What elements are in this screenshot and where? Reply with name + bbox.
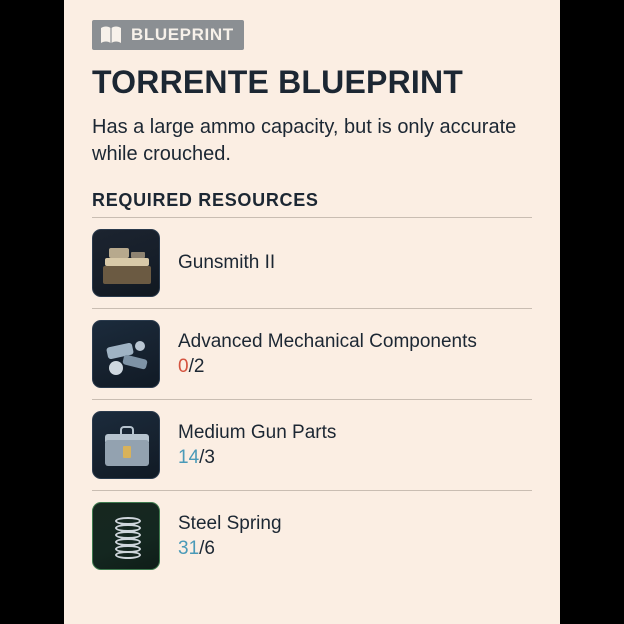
steel-spring-icon bbox=[92, 502, 160, 570]
list-item[interactable] bbox=[92, 491, 532, 581]
resource-text bbox=[178, 512, 282, 560]
resource-text bbox=[178, 330, 477, 378]
list-item[interactable] bbox=[92, 309, 532, 399]
resource-count bbox=[178, 447, 336, 469]
resource-name: Steel Spring bbox=[178, 512, 282, 534]
resource-need: 3 bbox=[204, 446, 215, 468]
resource-name: Medium Gun Parts bbox=[178, 421, 337, 443]
blueprint-badge-label: BLUEPRINT bbox=[131, 25, 234, 44]
required-resources-heading: REQUIRED RESOURCES bbox=[92, 189, 319, 210]
resource-text bbox=[178, 421, 336, 469]
resource-separator: / bbox=[199, 446, 205, 468]
resource-count bbox=[178, 538, 282, 560]
resource-need: 2 bbox=[193, 355, 205, 377]
list-item[interactable] bbox=[92, 400, 532, 490]
resource-need: 6 bbox=[204, 537, 215, 559]
gunsmith-bench-icon bbox=[92, 229, 160, 297]
resource-text bbox=[178, 251, 275, 274]
resource-have: 0 bbox=[178, 355, 189, 377]
advanced-mechanical-components-icon bbox=[92, 320, 160, 388]
resource-have: 31 bbox=[178, 537, 200, 559]
resource-separator: / bbox=[188, 355, 194, 377]
resource-separator: / bbox=[199, 537, 205, 559]
list-item[interactable] bbox=[92, 218, 532, 308]
resource-have: 14 bbox=[178, 446, 200, 468]
spring-art bbox=[115, 517, 141, 559]
blueprint-book-icon bbox=[100, 25, 122, 45]
resource-count bbox=[178, 356, 477, 378]
resource-name: Advanced Mechanical Components bbox=[178, 330, 477, 352]
blueprint-tooltip-card bbox=[64, 0, 560, 624]
blueprint-badge-row bbox=[92, 20, 532, 50]
blueprint-badge bbox=[92, 20, 244, 50]
medium-gun-parts-icon bbox=[92, 411, 160, 479]
item-description: Has a large ammo capacity, but is only accurate while crouched. bbox=[92, 115, 517, 165]
resource-name: Gunsmith II bbox=[178, 252, 276, 273]
page-title: TORRENTE BLUEPRINT bbox=[92, 64, 464, 100]
